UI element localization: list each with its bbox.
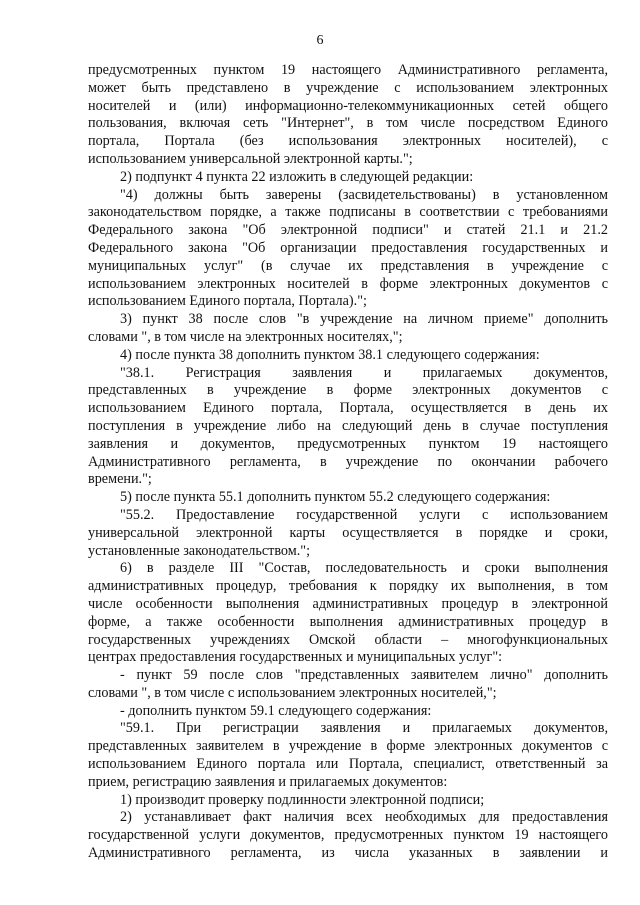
text-line: центрах предоставления государственных и муниципальных услуг": [88, 649, 503, 666]
text-line: использованием Единого портала или Портала, специалист, ответственный за [88, 756, 608, 773]
text-line: времени."; [88, 471, 152, 488]
text-line: 6) в разделе III "Состав, последовательность и сроки выполнения [120, 560, 608, 577]
text-line: использованием универсальной электронной карты."; [88, 150, 413, 167]
text-line: 5) после пункта 55.1 дополнить пунктом 55.2 следующего содержания: [120, 489, 551, 506]
text-line: 2) устанавливает факт наличия всех необходимых для предоставления [120, 809, 608, 826]
text-line: 1) производит проверку подлинности электронной подписи; [120, 791, 485, 808]
text-line: прием, регистрацию заявления и прилагаемых документов: [88, 773, 448, 790]
text-line: Административного регламента, из числа указанных в заявлении и [88, 845, 608, 862]
text-line: - пункт 59 после слов "представленных заявителем лично" дополнить [120, 667, 608, 684]
text-line: носителей и (или) информационно-телекоммуникационных сетей общего [88, 97, 608, 114]
text-line: Федерального закона "Об организации предоставления государственных и [88, 239, 608, 256]
text-line: представленных в учреждение в форме электронных документов с [88, 382, 608, 399]
document-body [88, 62, 608, 863]
text-line: Административного регламента, в учреждение по окончании рабочего [88, 453, 608, 470]
text-line: государственной услуги документов, предусмотренных пунктом 19 настоящего [88, 827, 608, 844]
text-line: - дополнить пунктом 59.1 следующего содержания: [120, 702, 432, 719]
text-line: может быть представлено в учреждение с использованием электронных [88, 79, 608, 96]
text-line: представленных заявителем в учреждение в форме электронных документов с [88, 738, 608, 755]
text-line: числе особенности выполнения административных процедур в электронной [88, 595, 608, 612]
text-line: 3) пункт 38 после слов "в учреждение на личном приеме" дополнить [120, 311, 608, 328]
text-line: "55.2. Предоставление государственной услуги с использованием [120, 506, 608, 523]
text-line: 2) подпункт 4 пункта 22 изложить в следующей редакции: [120, 168, 474, 185]
text-line: форме, а также особенности выполнения административных процедур в [88, 613, 608, 630]
text-line: использованием Единого портала, Портала, осуществляется в день их [88, 400, 608, 417]
text-line: административных процедур, требования к порядку их выполнения, в том [88, 578, 608, 595]
text-line: законодательством порядке, а также подписаны в соответствии с требованиями [88, 204, 608, 221]
text-line: поступления в учреждение либо на следующий день в случае поступления [88, 417, 608, 434]
page-number: 6 [316, 33, 324, 48]
text-line: 4) после пункта 38 дополнить пунктом 38.1 следующего содержания: [120, 346, 540, 363]
text-line: использованием Единого портала, Портала)."; [88, 293, 367, 310]
text-line: "38.1. Регистрация заявления и прилагаемых документов, [120, 364, 608, 381]
text-line: пользования, включая сеть "Интернет", в том числе посредством Единого [88, 115, 608, 132]
text-line: "4) должны быть заверены (засвидетельствованы) в установленном [120, 186, 608, 203]
text-line: установленные законодательством."; [88, 542, 311, 559]
text-line: портала, Портала (без использования электронных носителей), с [88, 133, 608, 150]
text-line: предусмотренных пунктом 19 настоящего Административного регламента, [88, 62, 608, 78]
text-line: словами ", в том числе с использованием электронных носителей,"; [88, 684, 497, 701]
text-line: государственных учреждениях Омской области – многофункциональных [88, 631, 608, 648]
text-line: "59.1. При регистрации заявления и прилагаемых документов, [120, 720, 608, 737]
text-line: использованием электронных носителей в форме электронных документов с [88, 275, 608, 292]
text-line: универсальной электронной карты осуществляется в порядке и сроки, [88, 524, 608, 541]
text-line: муниципальных услуг" (в случае их представления в учреждение с [88, 257, 608, 274]
text-line: Федерального закона "Об электронной подписи" и статей 21.1 и 21.2 [88, 222, 608, 239]
text-line: заявления и документов, предусмотренных пунктом 19 настоящего [88, 435, 608, 452]
text-line: словами ", в том числе на электронных носителях,"; [88, 328, 403, 345]
